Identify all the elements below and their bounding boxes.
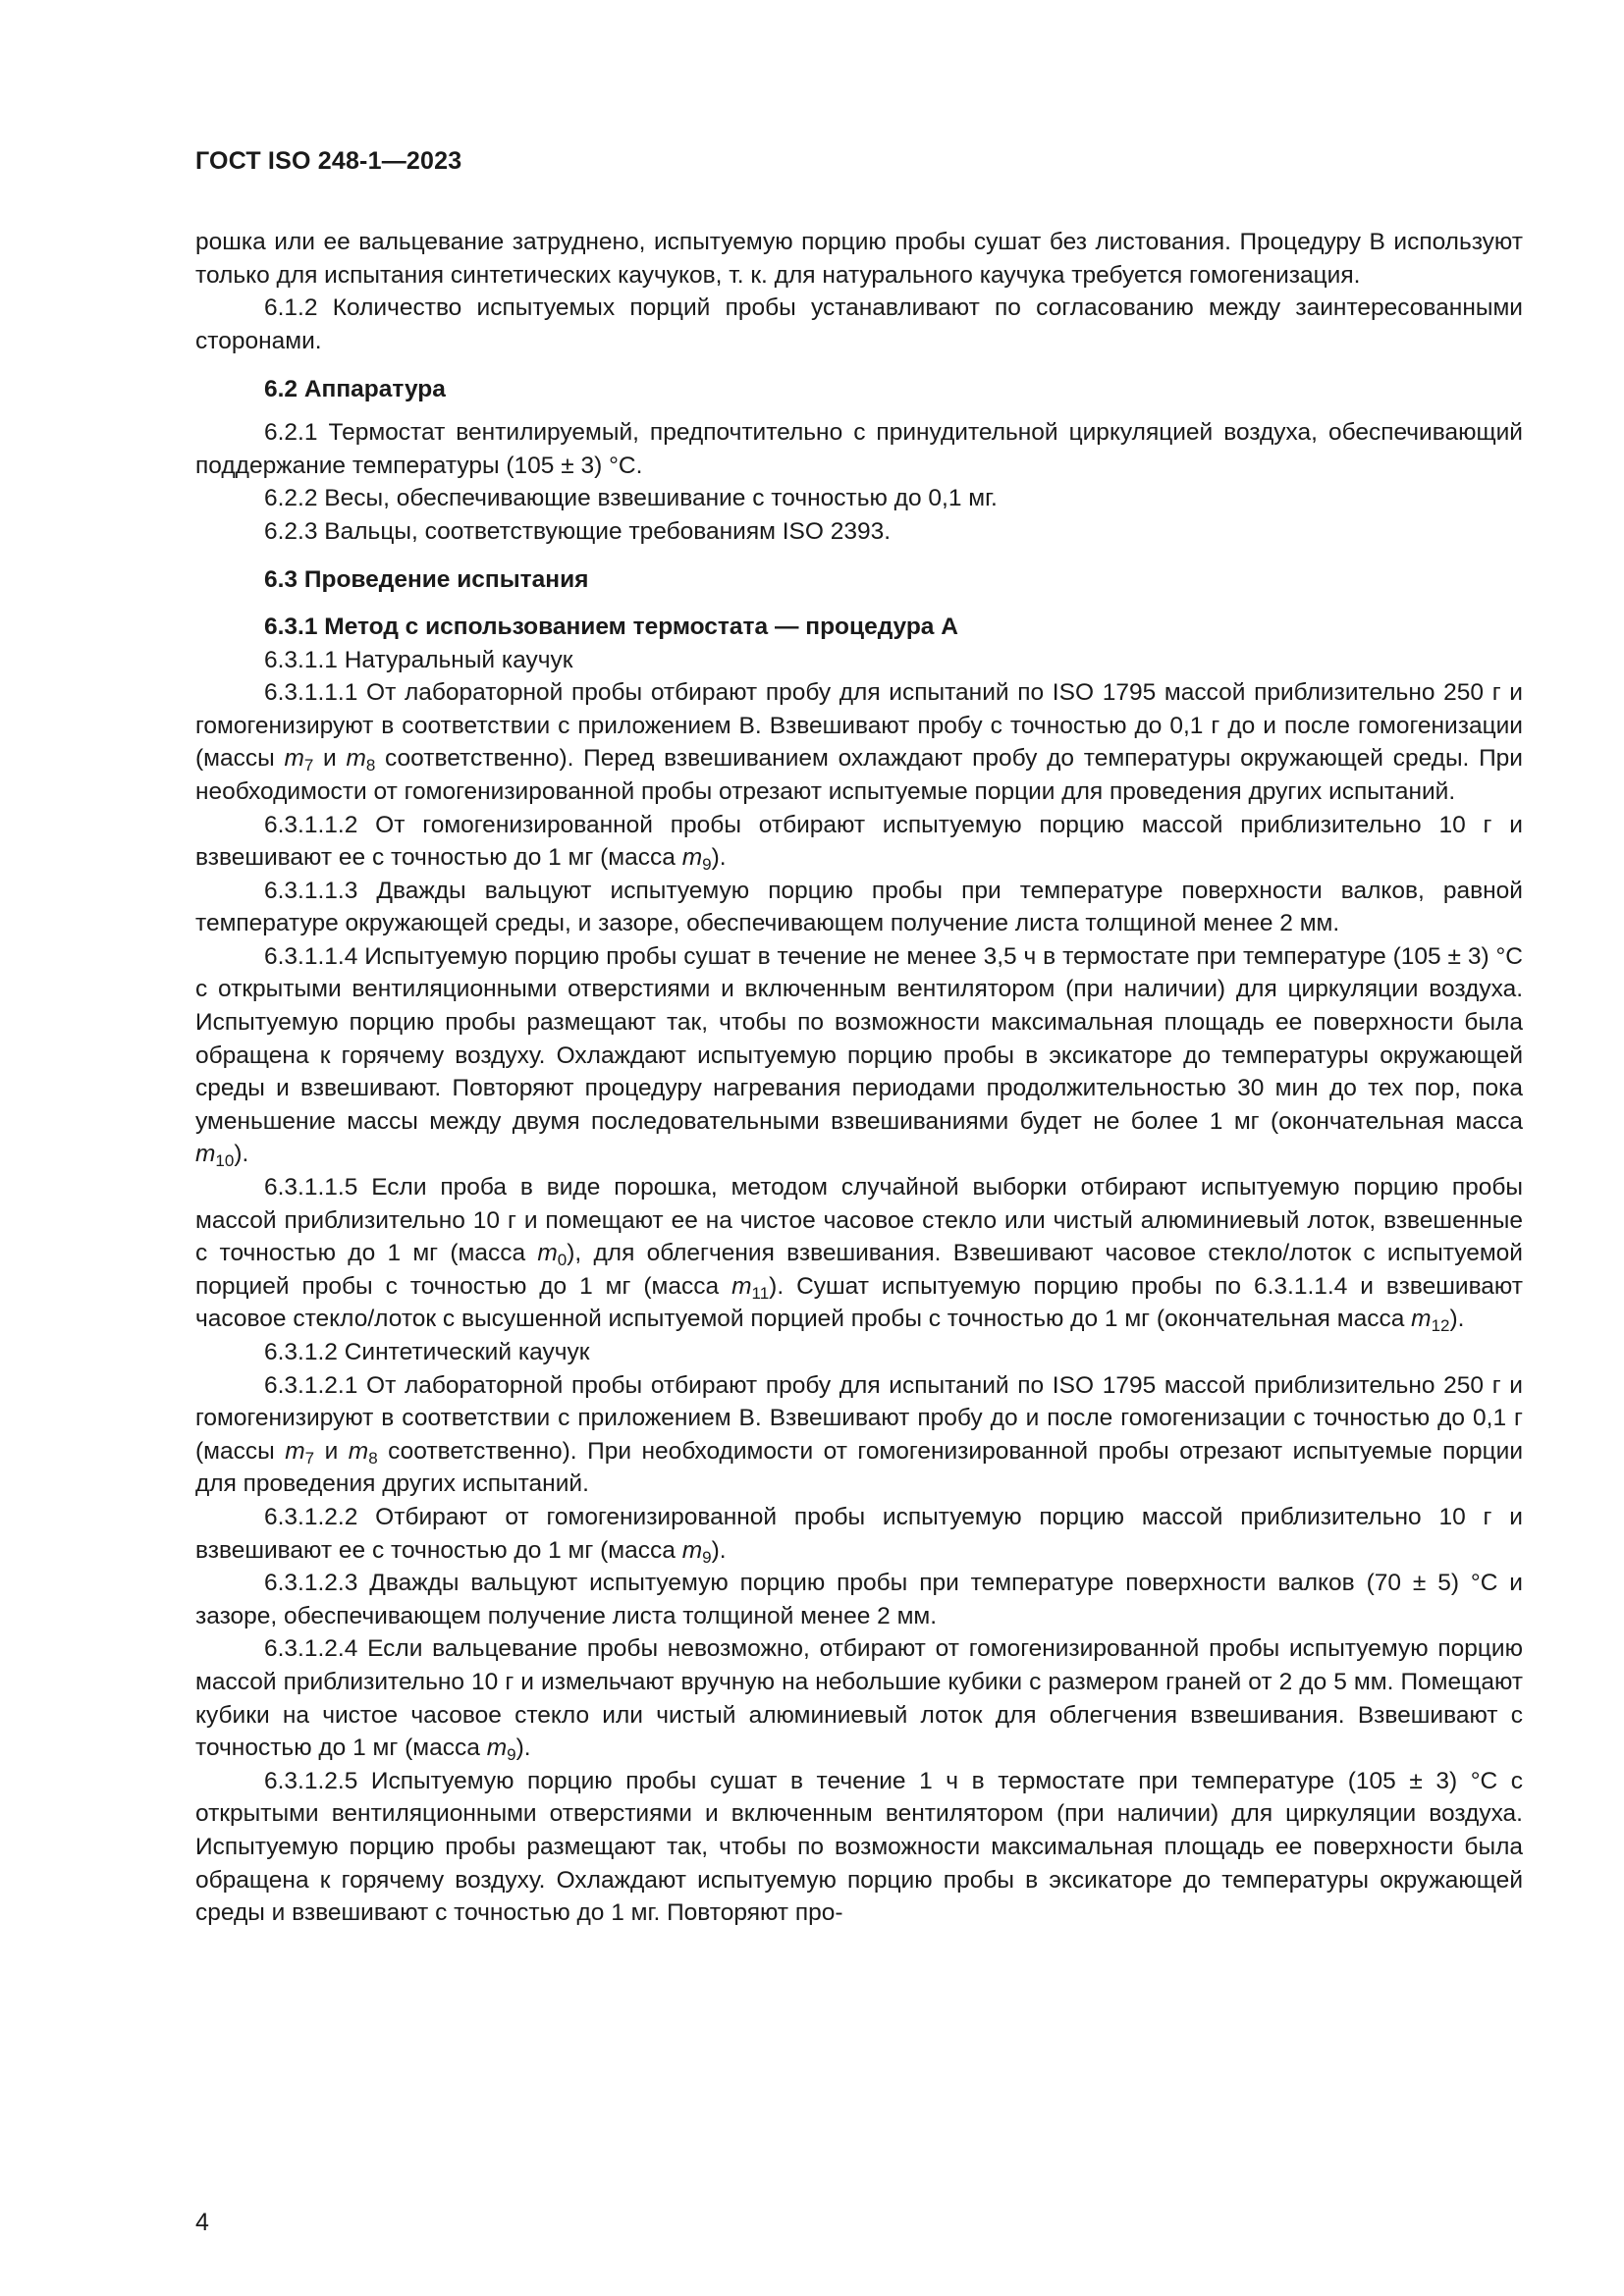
paragraph-6-3-1-1-4: 6.3.1.1.4 Испытуемую порцию пробы сушат в течение не менее 3,5 ч в термостате при температуре (105 ± 3) °С с открытыми вентиляционными отверстиями и включенным вентилятором (при наличии) для циркуляции воздуха. Испытуемую порцию пробы размещают так, чтобы по возможности максимальная площадь ее поверхности была обращена к горячему воздуху. Охлаждают испытуемую порцию пробы в эксикаторе до температуры окружающей среды и взвешивают. Повторяют процедуру нагревания периодами продолжительностью 30 мин до тех пор, пока уменьшение массы между двумя последовательными взвешиваниями будет не более 1 мг (окончательная масса $m_{10}$). [195, 942, 1523, 1171]
mass-subscript: 8 [368, 1448, 378, 1468]
mass-subscript: 10 [215, 1151, 235, 1171]
mass-symbol: m [285, 1437, 305, 1465]
mass-symbol: m [346, 745, 366, 773]
paragraph-6-1-2: 6.1.2 Количество испытуемых порций пробы устанавливают по согласованию между заинтересованными сторонами. [195, 294, 1523, 354]
paragraph-continued: рошка или ее вальцевание затруднено, испытуемую порцию пробы сушат без листования. Процедуру В используют только для испытания синтетических каучуков, т. к. для натурального каучука требуется гомогенизация. [195, 229, 1523, 289]
paragraph-6-3-1-1-5: 6.3.1.1.5 Если проба в виде порошка, методом случайной выборки отбирают испытуемую порцию пробы массой приблизительно 10 г и помещают ее на чистое часовое стекло или чистый алюминиевый лоток, взвешенные с точностью до 1 мг (масса $m_0$), для облегчения взвешивания. Взвешивают часовое стекло/лоток с испытуемой порцией пробы с точностью до 1 мг (масса $m_{11}$). Сушат испытуемую порцию пробы по 6.3.1.1.4 и взвешивают часовое стекло/лоток с высушенной испытуемой порцией пробы с точностью до 1 мг (окончательная масса $m_{12}$). [195, 1174, 1523, 1336]
paragraph-6-3-1-1-1: 6.3.1.1.1 От лабораторной пробы отбирают пробу для испытаний по ISO 1795 массой приблизительно 250 г и гомогенизируют в соответствии с приложением В. Взвешивают пробу с точностью до 0,1 г до и после гомогенизации (массы $m_7$ и $m_8$ соответственно). Перед взвешиванием охлаждают пробу до температуры окружающей среды. При необходимости от гомогенизированной пробы отрезают испытуемые порции для проведения других испытаний. [195, 679, 1523, 805]
mass-symbol: m [731, 1272, 752, 1300]
paragraph-6-3-1-2-3: 6.3.1.2.3 Дважды вальцуют испытуемую порцию пробы при температуре поверхности валков (70 ± 5) °С и зазоре, обеспечивающем получение листа толщиной менее 2 мм. [195, 1570, 1523, 1629]
page-number: 4 [195, 2209, 209, 2236]
mass-subscript: 9 [702, 1547, 712, 1567]
mass-symbol: m [681, 844, 703, 872]
paragraph-6-3-1-2-5: 6.3.1.2.5 Испытуемую порцию пробы сушат в течение 1 ч в термостате при температуре (105 ± 3) °С с открытыми вентиляционными отверстиями и включенным вентилятором (при наличии) для циркуляции воздуха. Испытуемую порцию пробы размещают так, чтобы по возможности максимальная площадь ее поверхности была обращена к горячему воздуху. Охлаждают испытуемую порцию пробы в эксикаторе до температуры окружающей среды и взвешивают с точностью до 1 мг. Повторяют про- [195, 1767, 1523, 1927]
paragraph-6-3-1-2-4: 6.3.1.2.4 Если вальцевание пробы невозможно, отбирают от гомогенизированной пробы испытуемую порцию массой приблизительно 10 г и измельчают вручную на небольшие кубики с размером граней от 2 до 5 мм. Помещают кубики на чистое часовое стекло или чистый алюминиевый лоток для облегчения взвешивания. Взвешивают с точностью до 1 мг (масса $m_9$). [195, 1635, 1523, 1765]
mass-symbol: m [681, 1536, 703, 1564]
paragraph-6-2-3: 6.2.3 Вальцы, соответствующие требованиям ISO 2393. [264, 517, 892, 545]
paragraph-6-3-1-2-1: 6.3.1.2.1 От лабораторной пробы отбирают пробу для испытаний по ISO 1795 массой приблизительно 250 г и гомогенизируют в соответствии с приложением В. Взвешивают пробу до и после гомогенизации с точностью до 0,1 г (массы $m_7$ и $m_8$ соответственно). При необходимости от гомогенизированной пробы отрезают испытуемые порции для проведения других испытаний. [195, 1371, 1523, 1498]
mass-subscript: 9 [507, 1745, 516, 1765]
mass-subscript: 9 [702, 855, 712, 875]
mass-symbol: m [284, 745, 304, 773]
mass-symbol: m [348, 1437, 369, 1465]
paragraph-6-2-2: 6.2.2 Весы, обеспечивающие взвешивание с точностью до 0,1 мг. [264, 485, 998, 512]
document-header: ГОСТ ISO 248-1—2023 [195, 147, 462, 175]
mass-subscript: 8 [365, 756, 376, 775]
mass-symbol: m [486, 1735, 508, 1762]
mass-symbol: m [195, 1141, 216, 1168]
mass-subscript: 12 [1431, 1316, 1450, 1336]
paragraph-6-3-1-1: 6.3.1.1 Натуральный каучук [264, 646, 573, 673]
heading-6-2: 6.2 Аппаратура [264, 376, 446, 403]
heading-6-3-1: 6.3.1 Метод с использованием термостата — процедура А [264, 613, 958, 640]
paragraph-6-3-1-2: 6.3.1.2 Синтетический каучук [264, 1339, 590, 1365]
mass-subscript: 7 [303, 756, 314, 775]
heading-6-3: 6.3 Проведение испытания [264, 566, 589, 594]
paragraph-6-3-1-2-2: 6.3.1.2.2 Отбирают от гомогенизированной пробы испытуемую порцию массой приблизительно 10 г и взвешивают ее с точностью до 1 мг (масса $m_9$). [195, 1503, 1523, 1567]
mass-subscript: 11 [751, 1283, 770, 1303]
mass-symbol: m [537, 1240, 558, 1267]
paragraph-6-3-1-1-2: 6.3.1.1.2 От гомогенизированной пробы отбирают испытуемую порцию массой приблизительно 10 г и взвешивают ее с точностью до 1 мг (масса $m_9$). [195, 811, 1523, 875]
mass-symbol: m [1411, 1306, 1432, 1333]
paragraph-6-3-1-1-3: 6.3.1.1.3 Дважды вальцуют испытуемую порцию пробы при температуре поверхности валков, равной температуре окружающей среды, и зазоре, обеспечивающем получение листа толщиной менее 2 мм. [195, 877, 1523, 937]
paragraph-6-2-1: 6.2.1 Термостат вентилируемый, предпочтительно с принудительной циркуляцией воздуха, обеспечивающий поддержание температуры (105 ± 3) °С. [195, 418, 1523, 479]
document-body [195, 226, 1523, 1930]
mass-subscript: 7 [304, 1448, 315, 1468]
mass-subscript: 0 [557, 1251, 568, 1270]
